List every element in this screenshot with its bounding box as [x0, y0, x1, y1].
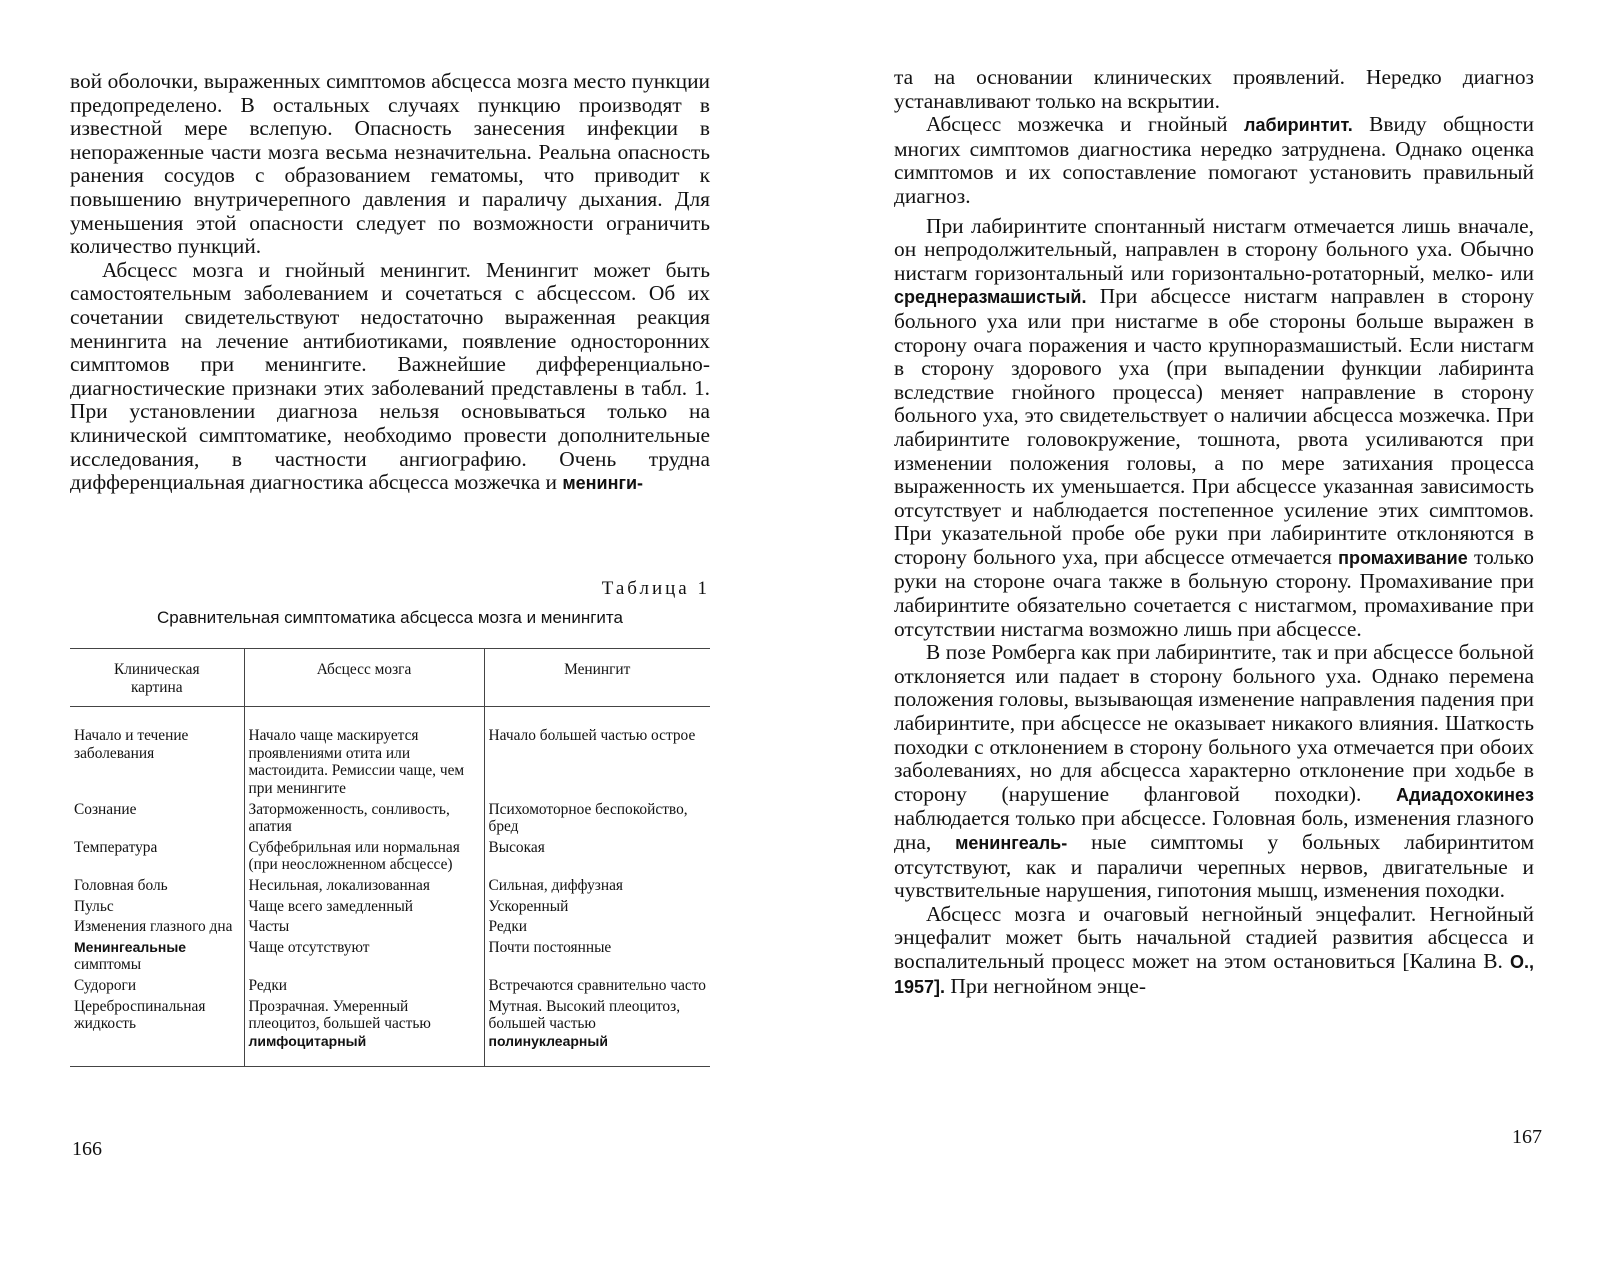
right-text-block	[894, 66, 1534, 999]
right-paragraph-4	[894, 641, 1534, 903]
right-paragraph-4-bold-2: менингеаль-	[955, 833, 1068, 853]
right-paragraph-3-text-c: только руки на стороне очага также в больную сторону. Промахивание при лабиринтите обязательно сочетается с нистагмом, промахивание при отсутствии нистагма возможно лишь при абсцессе.	[894, 544, 1534, 641]
page-number-right: 167	[1512, 1126, 1542, 1148]
table-cell: Встречаются сравнительно часто	[484, 976, 710, 997]
left-page	[70, 70, 710, 496]
table-cell	[484, 997, 710, 1067]
right-paragraph-2-bold: лабиринтит.	[1244, 115, 1353, 136]
right-paragraph-4-text-a: В позе Ромберга как при лабиринтите, так и при абсцессе больной отклоняется или падает в сторону больного уха. Однако перемена положения головы, вызывающая изменение направления падения при лабиринтите, при абсцессе не оказывает никакого влияния. Шаткость походки с отклонением в сторону больного уха отмечается при обоих заболеваниях, но для абсцесса характерно отклонение при ходьбе в сторону (нарушение фланговой походки).	[894, 640, 1534, 806]
table-cell	[70, 938, 244, 976]
table-row	[70, 917, 710, 938]
table-header-row	[70, 649, 710, 707]
right-page	[894, 66, 1534, 999]
table-cell: Часты	[244, 917, 484, 938]
table-cell: Сильная, диффузная	[484, 876, 710, 897]
table-header-meningitis: Менингит	[484, 649, 710, 707]
table-cell: Начало большей частью острое	[484, 707, 710, 800]
table-cell: Высокая	[484, 838, 710, 876]
table-cell	[244, 997, 484, 1067]
right-paragraph-3	[894, 215, 1534, 642]
table-cell: Почти постоянные	[484, 938, 710, 976]
right-paragraph-5-text-a: Абсцесс мозга и очаговый негнойный энцефалит. Негнойный энцефалит может быть начальной стадией развития абсцесса и воспалительный процесс может на этом остановиться [Калина В.	[894, 901, 1534, 973]
table-cell-bold: лимфоцитарный	[248, 1032, 367, 1049]
table-cell: Субфебрильная или нормальная (при неосложненном абсцессе)	[244, 838, 484, 876]
table-header-abscess: Абсцесс мозга	[244, 649, 484, 707]
table-cell: Чаще всего замедленный	[244, 897, 484, 918]
table-cell: Чаще отсутствуют	[244, 938, 484, 976]
table-cell: Цереброспинальная жидкость	[70, 997, 244, 1067]
left-paragraph-1: вой оболочки, выраженных симптомов абсцесса мозга место пункции предопределено. В остальных случаях пункцию производят в известной мере вслепую. Опасность занесения инфекции в непораженные части мозга весьма незначительна. Реальна опасность ранения сосудов с образованием гематомы, что приводит к повышению внутричерепного давления и параличу дыхания. Для уменьшения этой опасности следует по возможности ограничить количество пункций.	[70, 69, 710, 259]
table-cell: Несильная, локализованная	[244, 876, 484, 897]
table-cell-text: симптомы	[74, 956, 142, 974]
table-cell: Редки	[484, 917, 710, 938]
table-row	[70, 838, 710, 876]
table-row	[70, 938, 710, 976]
table-row	[70, 876, 710, 897]
table-cell-text: Прозрачная. Умеренный плеоцитоз, большей частью	[248, 997, 431, 1033]
right-paragraph-4-bold-1: Адиадохокинез	[1396, 784, 1534, 805]
table-cell: Изменения глазного дна	[74, 918, 233, 936]
right-paragraph-4-text-b: наблюдается только при абсцессе. Головная боль, изменения глазного дна,	[894, 806, 1534, 854]
right-paragraph-3-bold-2: промахивание	[1338, 547, 1468, 568]
table-row	[70, 997, 710, 1067]
table-cell: Заторможенность, сонливость, апатия	[244, 800, 484, 838]
table-number: Таблица 1	[601, 578, 710, 599]
table-cell-bold: полинуклеарный	[488, 1032, 608, 1049]
table-cell: Начало чаще маскируется проявлениями отита или мастоидита. Ремиссии чаще, чем при менингите	[244, 707, 484, 800]
table-cell-text: Мутная. Высокий плеоцитоз, большей частью	[488, 997, 681, 1033]
table-cell-bold: Менингеальные	[74, 938, 187, 955]
table-cell: Сознание	[74, 800, 137, 818]
table-row	[70, 976, 710, 997]
left-paragraph-2-text: Абсцесс мозга и гнойный менингит. Менингит может быть самостоятельным заболеванием и сочетаться с абсцессом. Об их сочетании свидетельствуют недостаточно выраженная реакция менингита на лечение антибиотиками, появление односторонних симптомов при менингите. Важнейшие дифференциально-диагностические признаки этих заболеваний представлены в табл. 1. При установлении диагноза нельзя основываться только на клинической симптоматике, необходимо провести дополнительные исследования, в частности ангиографию. Очень трудна дифференциальная диагностика абсцесса мозжечка и	[70, 257, 710, 495]
right-paragraph-2	[894, 113, 1534, 208]
table-cell: Головная боль	[74, 876, 168, 894]
table-header-clinical: Клиническая картина	[70, 649, 244, 707]
right-paragraph-4-text-c: ные симптомы у больных лабиринтитом отсутствуют, как и параличи черепных нервов, двигательные и чувствительные нарушения, гипотония мышц, изменения походки.	[894, 830, 1534, 903]
table-row	[70, 707, 710, 800]
right-paragraph-5	[894, 903, 1534, 999]
right-paragraph-3-bold-1: среднеразмашистый.	[894, 287, 1087, 308]
left-paragraph-2-bold: менинги-	[562, 473, 644, 494]
table-row	[70, 800, 710, 838]
comparison-table	[70, 648, 710, 1067]
right-paragraph-5-text-b: При негнойном энце-	[950, 973, 1146, 998]
left-text-block	[70, 70, 710, 496]
table-cell: Пульс	[74, 897, 114, 915]
table-cell: Психомоторное беспокойство, бред	[484, 800, 710, 838]
table-cell: Судороги	[74, 976, 137, 994]
right-paragraph-5-bold: О., 1957].	[894, 951, 1534, 997]
left-paragraph-2	[70, 259, 710, 496]
table-cell: Ускоренный	[484, 897, 710, 918]
right-paragraph-1: та на основании клинических проявлений. Нередко диагноз устанавливают только на вскрытии.	[894, 65, 1534, 113]
table-cell: Редки	[244, 976, 484, 997]
table-row	[70, 897, 710, 918]
right-paragraph-3-text-b: При абсцессе нистагм направлен в сторону больного уха или при нистагме в обе стороны больше выражен в сторону очага поражения и часто крупноразмашистый. Если нистагм в сторону здорового уха (при выпадении функции лабиринта вследствие гнойного процесса) меняет направление в сторону больного уха, это свидетельствует о наличии абсцесса мозжечка. При лабиринтите головокружение, тошнота, рвота усиливаются при изменении положения головы, а по мере затихания процесса выраженность их уменьшается. При абсцессе указанная зависимость отсутствует и наблюдается постепенное усиление этих симптомов. При указательной пробе обе руки при лабиринтите отклоняются в сторону больного уха, при абсцессе отмечается	[894, 284, 1534, 569]
right-paragraph-3-text-a: При лабиринтите спонтанный нистагм отмечается лишь вначале, он непродолжительный, направлен в сторону больного уха. Обычно нистагм горизонтальный или горизонтально-ротаторный, мелко- или	[894, 213, 1534, 285]
table-cell: Температура	[74, 838, 158, 856]
right-paragraph-2-text-b: Ввиду общности многих симптомов диагностика нередко затруднена. Однако оценка симптомов и их сопоставление помогают установить правильный диагноз.	[894, 112, 1534, 208]
table-cell: Начало и течение заболевания	[74, 727, 189, 762]
right-paragraph-2-text-a: Абсцесс мозжечка и гнойный	[926, 112, 1228, 137]
page-number-left: 166	[72, 1138, 102, 1160]
table-title: Сравнительная симптоматика абсцесса мозга и менингита	[157, 608, 623, 627]
